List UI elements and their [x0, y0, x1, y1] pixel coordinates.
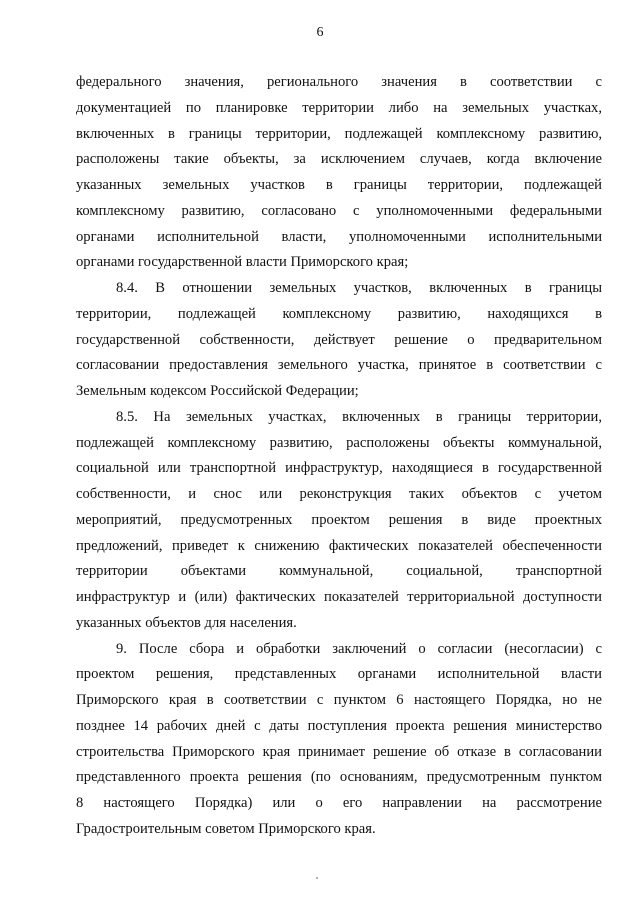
paragraph-item-9 [76, 637, 602, 843]
text-line: подлежащей комплексному развитию, расположены объекты коммунальной, [76, 434, 602, 451]
text-line: федерального значения, регионального значения в соответствии с [76, 74, 602, 90]
text-line: строительства Приморского края принимает решение об отказе в согласовании [76, 743, 602, 760]
text-line: Градостроительным советом Приморского края. [76, 820, 376, 837]
text-line: инфраструктур и (или) фактических показателей территориальной доступности [76, 589, 602, 605]
text-line: органами исполнительной власти, уполномоченными исполнительными [76, 228, 602, 245]
text-line: 8 настоящего Порядка) или о его направлении на рассмотрение [76, 795, 602, 811]
text-line: представленного проекта решения (по основаниям, предусмотренным пунктом [76, 769, 602, 786]
paragraph-item-8-4 [76, 276, 602, 405]
text-line: 9. После сбора и обработки заключений о согласии (несогласии) с [116, 640, 602, 657]
text-line: согласовании предоставления земельного участка, принятое в соответствии с [76, 357, 602, 374]
text-line: включенных в границы территории, подлежащей комплексному развитию, [76, 125, 602, 142]
text-line: проектом решения, представленных органами исполнительной власти [76, 666, 602, 683]
text-line: комплексному развитию, согласовано с уполномоченными федеральными [76, 202, 602, 219]
paragraph-item-8-5 [76, 405, 602, 637]
scan-speck [316, 877, 318, 879]
text-line: органами государственной власти Приморского края; [76, 254, 409, 271]
text-line: мероприятий, предусмотренных проектом решения в виде проектных [76, 511, 602, 528]
text-line: государственной собственности, действует решение о предварительном [76, 331, 602, 348]
text-line: Приморского края в соответствии с пунктом 6 настоящего Порядка, но не [76, 692, 602, 708]
document-body [76, 70, 602, 843]
page-number: 6 [316, 25, 324, 40]
text-line: указанных объектов для населения. [76, 614, 297, 631]
text-line: Земельным кодексом Российской Федерации; [76, 383, 359, 399]
text-line: 8.4. В отношении земельных участков, включенных в границы [116, 280, 602, 296]
text-line: документацией по планировке территории либо на земельных участках, [76, 99, 602, 116]
text-line: указанных земельных участков в границы территории, подлежащей [76, 177, 602, 193]
text-line: предложений, приведет к снижению фактических показателей обеспеченности [76, 537, 602, 554]
text-line: позднее 14 рабочих дней с даты поступления проекта решения министерство [76, 717, 602, 734]
paragraph-continuation [76, 70, 602, 276]
text-line: территории, подлежащей комплексному развитию, находящихся в [76, 305, 602, 322]
text-line: расположены такие объекты, за исключением случаев, когда включение [76, 151, 602, 168]
text-line: территории объектами коммунальной, социальной, транспортной [76, 563, 602, 580]
text-line: собственности, и снос или реконструкция таких объектов с учетом [76, 486, 602, 502]
text-line: 8.5. На земельных участках, включенных в границы территории, [116, 408, 602, 425]
text-line: социальной или транспортной инфраструктур, находящиеся в государственной [76, 460, 602, 477]
